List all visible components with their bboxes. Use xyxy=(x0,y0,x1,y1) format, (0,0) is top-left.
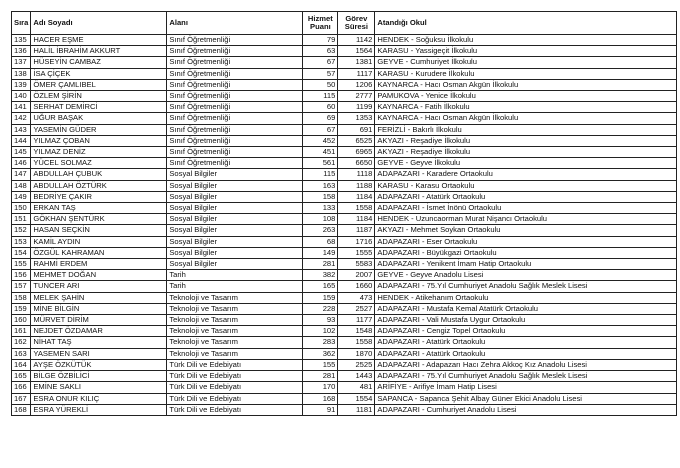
table-row xyxy=(12,35,677,46)
cell-alan: Sınıf Öğretmenliği xyxy=(167,68,303,79)
cell-alan: Teknoloji ve Tasarım xyxy=(167,337,303,348)
cell-hizmet-puani: 79 xyxy=(303,35,338,46)
cell-alan: Teknoloji ve Tasarım xyxy=(167,303,303,314)
cell-alan: Teknoloji ve Tasarım xyxy=(167,348,303,359)
table-row xyxy=(12,303,677,314)
cell-atandigi-okul: ADAPAZARI - Büyükgazi Ortaokulu xyxy=(375,247,677,258)
cell-hizmet-puani: 50 xyxy=(303,79,338,90)
cell-hizmet-puani: 283 xyxy=(303,337,338,348)
cell-ad-soyad: ÖMER ÇAMLIBEL xyxy=(31,79,167,90)
cell-atandigi-okul: PAMUKOVA - Yenice İlkokulu xyxy=(375,91,677,102)
cell-ad-soyad: HACER EŞME xyxy=(31,35,167,46)
header-atandigi-okul: Atandığı Okul xyxy=(375,12,677,35)
table-row xyxy=(12,124,677,135)
cell-alan: Teknoloji ve Tasarım xyxy=(167,326,303,337)
cell-hizmet-puani: 67 xyxy=(303,124,338,135)
cell-ad-soyad: ÖZLEM ŞİRİN xyxy=(31,91,167,102)
cell-atandigi-okul: ADAPAZARI - Atatürk Ortaokulu xyxy=(375,348,677,359)
table-row xyxy=(12,337,677,348)
cell-atandigi-okul: AKYAZI - Mehmet Soykan Ortaokulu xyxy=(375,225,677,236)
cell-sira: 155 xyxy=(12,259,31,270)
cell-gorev-suresi: 2525 xyxy=(338,359,375,370)
table-row xyxy=(12,326,677,337)
cell-sira: 164 xyxy=(12,359,31,370)
cell-sira: 168 xyxy=(12,404,31,415)
cell-atandigi-okul: KAYNARCA - Fatih İlkokulu xyxy=(375,102,677,113)
cell-alan: Sınıf Öğretmenliği xyxy=(167,46,303,57)
table-row xyxy=(12,102,677,113)
cell-gorev-suresi: 1181 xyxy=(338,404,375,415)
cell-ad-soyad: AYŞE ÖZKÜTÜK xyxy=(31,359,167,370)
cell-gorev-suresi: 1117 xyxy=(338,68,375,79)
cell-atandigi-okul: ADAPAZARI - 75.Yıl Cumhuriyet Anadolu Sağlık Meslek Lisesi xyxy=(375,371,677,382)
cell-alan: Sınıf Öğretmenliği xyxy=(167,124,303,135)
cell-hizmet-puani: 362 xyxy=(303,348,338,359)
header-alan: Alanı xyxy=(167,12,303,35)
cell-atandigi-okul: HENDEK - Uzuncaorman Murat Nişancı Ortaokulu xyxy=(375,214,677,225)
cell-gorev-suresi: 481 xyxy=(338,382,375,393)
cell-ad-soyad: ESRA YÜREKLİ xyxy=(31,404,167,415)
cell-ad-soyad: YILMAZ ÇOBAN xyxy=(31,135,167,146)
cell-alan: Teknoloji ve Tasarım xyxy=(167,315,303,326)
cell-atandigi-okul: ADAPAZARI - Cengiz Topel Ortaokulu xyxy=(375,326,677,337)
cell-sira: 161 xyxy=(12,326,31,337)
cell-hizmet-puani: 63 xyxy=(303,46,338,57)
cell-alan: Tarih xyxy=(167,281,303,292)
cell-ad-soyad: ABDULLAH ÖZTÜRK xyxy=(31,180,167,191)
cell-gorev-suresi: 1184 xyxy=(338,191,375,202)
cell-atandigi-okul: FERİZLİ - Bakırlı İlkokulu xyxy=(375,124,677,135)
cell-ad-soyad: MİNE BİLGİN xyxy=(31,303,167,314)
cell-alan: Sosyal Bilgiler xyxy=(167,259,303,270)
cell-hizmet-puani: 281 xyxy=(303,259,338,270)
cell-sira: 163 xyxy=(12,348,31,359)
cell-alan: Sınıf Öğretmenliği xyxy=(167,79,303,90)
table-row xyxy=(12,259,677,270)
cell-gorev-suresi: 1554 xyxy=(338,393,375,404)
cell-hizmet-puani: 155 xyxy=(303,359,338,370)
table-row xyxy=(12,113,677,124)
cell-sira: 140 xyxy=(12,91,31,102)
header-hizmet-puani-line2: Puanı xyxy=(310,22,331,31)
cell-ad-soyad: İSA ÇİÇEK xyxy=(31,68,167,79)
cell-gorev-suresi: 1206 xyxy=(338,79,375,90)
cell-gorev-suresi: 1716 xyxy=(338,236,375,247)
cell-alan: Sınıf Öğretmenliği xyxy=(167,35,303,46)
cell-hizmet-puani: 158 xyxy=(303,191,338,202)
cell-sira: 162 xyxy=(12,337,31,348)
table-row xyxy=(12,236,677,247)
cell-sira: 143 xyxy=(12,124,31,135)
cell-sira: 142 xyxy=(12,113,31,124)
cell-hizmet-puani: 57 xyxy=(303,68,338,79)
cell-gorev-suresi: 1548 xyxy=(338,326,375,337)
cell-ad-soyad: YÜCEL SOLMAZ xyxy=(31,158,167,169)
cell-sira: 153 xyxy=(12,236,31,247)
cell-atandigi-okul: AKYAZI - Reşadiye İlkokulu xyxy=(375,147,677,158)
cell-hizmet-puani: 163 xyxy=(303,180,338,191)
table-row xyxy=(12,147,677,158)
cell-atandigi-okul: GEYVE - Geyve İlkokulu xyxy=(375,158,677,169)
cell-alan: Sınıf Öğretmenliği xyxy=(167,57,303,68)
cell-ad-soyad: BEDRİYE ÇAKIR xyxy=(31,191,167,202)
header-hizmet-puani xyxy=(303,12,338,35)
cell-alan: Sosyal Bilgiler xyxy=(167,247,303,258)
cell-hizmet-puani: 102 xyxy=(303,326,338,337)
cell-hizmet-puani: 452 xyxy=(303,135,338,146)
cell-hizmet-puani: 93 xyxy=(303,315,338,326)
cell-sira: 159 xyxy=(12,303,31,314)
cell-alan: Türk Dili ve Edebiyatı xyxy=(167,382,303,393)
cell-sira: 158 xyxy=(12,292,31,303)
cell-gorev-suresi: 1558 xyxy=(338,203,375,214)
table-row xyxy=(12,180,677,191)
cell-ad-soyad: KAMİL AYDIN xyxy=(31,236,167,247)
cell-alan: Sınıf Öğretmenliği xyxy=(167,158,303,169)
cell-ad-soyad: YASEMEN SARI xyxy=(31,348,167,359)
cell-ad-soyad: HALİL İBRAHİM AKKURT xyxy=(31,46,167,57)
cell-alan: Sosyal Bilgiler xyxy=(167,191,303,202)
cell-atandigi-okul: ADAPAZARI - Cumhuriyet Anadolu Lisesi xyxy=(375,404,677,415)
cell-hizmet-puani: 159 xyxy=(303,292,338,303)
cell-gorev-suresi: 1188 xyxy=(338,180,375,191)
cell-hizmet-puani: 91 xyxy=(303,404,338,415)
table-row xyxy=(12,46,677,57)
cell-sira: 150 xyxy=(12,203,31,214)
cell-ad-soyad: BİLGE ÖZBİLİCİ xyxy=(31,371,167,382)
cell-ad-soyad: HASAN SEÇKİN xyxy=(31,225,167,236)
cell-ad-soyad: UĞUR BAŞAK xyxy=(31,113,167,124)
cell-gorev-suresi: 6525 xyxy=(338,135,375,146)
cell-hizmet-puani: 165 xyxy=(303,281,338,292)
table-row xyxy=(12,315,677,326)
cell-ad-soyad: NİHAT TAŞ xyxy=(31,337,167,348)
header-ad-soyad: Adı Soyadı xyxy=(31,12,167,35)
cell-hizmet-puani: 60 xyxy=(303,102,338,113)
cell-hizmet-puani: 451 xyxy=(303,147,338,158)
cell-ad-soyad: SERHAT DEMİRCİ xyxy=(31,102,167,113)
table-row xyxy=(12,158,677,169)
cell-gorev-suresi: 1353 xyxy=(338,113,375,124)
cell-ad-soyad: ABDULLAH ÇUBUK xyxy=(31,169,167,180)
cell-ad-soyad: MÜRVET DİRİM xyxy=(31,315,167,326)
table-row xyxy=(12,203,677,214)
cell-sira: 165 xyxy=(12,371,31,382)
cell-atandigi-okul: GEYVE - Cumhuriyet İlkokulu xyxy=(375,57,677,68)
table-row xyxy=(12,348,677,359)
cell-alan: Türk Dili ve Edebiyatı xyxy=(167,371,303,382)
cell-gorev-suresi: 1443 xyxy=(338,371,375,382)
cell-sira: 156 xyxy=(12,270,31,281)
table-row xyxy=(12,281,677,292)
header-gorev-suresi-line1: Görev xyxy=(345,13,368,23)
cell-hizmet-puani: 67 xyxy=(303,57,338,68)
table-row xyxy=(12,191,677,202)
table-row xyxy=(12,359,677,370)
cell-atandigi-okul: ADAPAZARI - Yenikent İmam Hatip Ortaokulu xyxy=(375,259,677,270)
cell-ad-soyad: TUNCER ARI xyxy=(31,281,167,292)
cell-atandigi-okul: ADAPAZARI - İsmet İnönü Ortaokulu xyxy=(375,203,677,214)
cell-alan: Türk Dili ve Edebiyatı xyxy=(167,404,303,415)
cell-atandigi-okul: KAYNARCA - Hacı Osman Akgün İlkokulu xyxy=(375,113,677,124)
cell-alan: Teknoloji ve Tasarım xyxy=(167,292,303,303)
cell-ad-soyad: ERKAN TAŞ xyxy=(31,203,167,214)
cell-atandigi-okul: ADAPAZARI - Atatürk Ortaokulu xyxy=(375,191,677,202)
cell-alan: Sosyal Bilgiler xyxy=(167,203,303,214)
cell-sira: 166 xyxy=(12,382,31,393)
cell-atandigi-okul: SAPANCA - Sapanca Şehit Albay Güner Ekici Anadolu Lisesi xyxy=(375,393,677,404)
table-row xyxy=(12,57,677,68)
cell-alan: Sınıf Öğretmenliği xyxy=(167,113,303,124)
cell-sira: 135 xyxy=(12,35,31,46)
cell-gorev-suresi: 2777 xyxy=(338,91,375,102)
table-row xyxy=(12,214,677,225)
cell-atandigi-okul: ARİFİYE - Arifiye İmam Hatip Lisesi xyxy=(375,382,677,393)
cell-sira: 136 xyxy=(12,46,31,57)
table-row xyxy=(12,404,677,415)
cell-atandigi-okul: HENDEK - Atikehanım Ortaokulu xyxy=(375,292,677,303)
cell-gorev-suresi: 5583 xyxy=(338,259,375,270)
cell-sira: 149 xyxy=(12,191,31,202)
table-row xyxy=(12,393,677,404)
cell-sira: 151 xyxy=(12,214,31,225)
cell-ad-soyad: EMİNE SAKLI xyxy=(31,382,167,393)
table-row xyxy=(12,247,677,258)
cell-alan: Sınıf Öğretmenliği xyxy=(167,91,303,102)
cell-alan: Sosyal Bilgiler xyxy=(167,214,303,225)
cell-hizmet-puani: 68 xyxy=(303,236,338,247)
cell-alan: Türk Dili ve Edebiyatı xyxy=(167,359,303,370)
cell-sira: 144 xyxy=(12,135,31,146)
cell-ad-soyad: ÖZGÜL KAHRAMAN xyxy=(31,247,167,258)
cell-atandigi-okul: KAYNARCA - Hacı Osman Akgün İlkokulu xyxy=(375,79,677,90)
cell-gorev-suresi: 1118 xyxy=(338,169,375,180)
cell-sira: 157 xyxy=(12,281,31,292)
cell-sira: 148 xyxy=(12,180,31,191)
cell-atandigi-okul: ADAPAZARI - Karadere Ortaokulu xyxy=(375,169,677,180)
cell-sira: 152 xyxy=(12,225,31,236)
cell-gorev-suresi: 1555 xyxy=(338,247,375,258)
cell-gorev-suresi: 1177 xyxy=(338,315,375,326)
cell-gorev-suresi: 1381 xyxy=(338,57,375,68)
table-row xyxy=(12,135,677,146)
cell-atandigi-okul: KARASU - Karasu Ortaokulu xyxy=(375,180,677,191)
assignment-table xyxy=(11,11,677,416)
cell-hizmet-puani: 108 xyxy=(303,214,338,225)
cell-gorev-suresi: 691 xyxy=(338,124,375,135)
cell-alan: Sosyal Bilgiler xyxy=(167,236,303,247)
cell-ad-soyad: MEHMET DOĞAN xyxy=(31,270,167,281)
cell-sira: 139 xyxy=(12,79,31,90)
cell-gorev-suresi: 1660 xyxy=(338,281,375,292)
cell-alan: Sınıf Öğretmenliği xyxy=(167,102,303,113)
cell-hizmet-puani: 168 xyxy=(303,393,338,404)
cell-hizmet-puani: 115 xyxy=(303,169,338,180)
table-row xyxy=(12,68,677,79)
table-row xyxy=(12,169,677,180)
cell-alan: Sosyal Bilgiler xyxy=(167,180,303,191)
cell-sira: 146 xyxy=(12,158,31,169)
cell-sira: 160 xyxy=(12,315,31,326)
cell-gorev-suresi: 1187 xyxy=(338,225,375,236)
cell-ad-soyad: ESRA ONUR KILIÇ xyxy=(31,393,167,404)
cell-atandigi-okul: ADAPAZARI - Atatürk Ortaokulu xyxy=(375,337,677,348)
table-body xyxy=(12,35,677,416)
cell-ad-soyad: RAHMİ ERDEM xyxy=(31,259,167,270)
cell-atandigi-okul: KARASU - Kurudere İlkokulu xyxy=(375,68,677,79)
table-row xyxy=(12,225,677,236)
cell-gorev-suresi: 6965 xyxy=(338,147,375,158)
table-row xyxy=(12,91,677,102)
table-header-row xyxy=(12,12,677,35)
cell-ad-soyad: HÜSEYİN CAMBAZ xyxy=(31,57,167,68)
header-gorev-suresi-line2: Süresi xyxy=(344,22,368,31)
header-sira: Sıra xyxy=(12,12,31,35)
cell-alan: Sosyal Bilgiler xyxy=(167,225,303,236)
cell-atandigi-okul: KARASU - Yassigeçit İlkokulu xyxy=(375,46,677,57)
cell-ad-soyad: GÖKHAN ŞENTÜRK xyxy=(31,214,167,225)
table-row xyxy=(12,382,677,393)
cell-gorev-suresi: 2007 xyxy=(338,270,375,281)
cell-atandigi-okul: GEYVE - Geyve Anadolu Lisesi xyxy=(375,270,677,281)
cell-atandigi-okul: AKYAZI - Reşadiye İlkokulu xyxy=(375,135,677,146)
header-gorev-suresi xyxy=(338,12,375,35)
cell-sira: 145 xyxy=(12,147,31,158)
cell-ad-soyad: NEJDET ÖZDAMAR xyxy=(31,326,167,337)
assignment-table-container xyxy=(11,11,677,416)
cell-alan: Sosyal Bilgiler xyxy=(167,169,303,180)
cell-alan: Sınıf Öğretmenliği xyxy=(167,135,303,146)
table-row xyxy=(12,371,677,382)
cell-hizmet-puani: 561 xyxy=(303,158,338,169)
cell-sira: 147 xyxy=(12,169,31,180)
cell-gorev-suresi: 473 xyxy=(338,292,375,303)
cell-gorev-suresi: 1564 xyxy=(338,46,375,57)
cell-hizmet-puani: 281 xyxy=(303,371,338,382)
cell-sira: 137 xyxy=(12,57,31,68)
cell-hizmet-puani: 69 xyxy=(303,113,338,124)
cell-hizmet-puani: 228 xyxy=(303,303,338,314)
table-row xyxy=(12,79,677,90)
cell-gorev-suresi: 1142 xyxy=(338,35,375,46)
cell-hizmet-puani: 382 xyxy=(303,270,338,281)
cell-alan: Sınıf Öğretmenliği xyxy=(167,147,303,158)
cell-gorev-suresi: 2527 xyxy=(338,303,375,314)
cell-alan: Türk Dili ve Edebiyatı xyxy=(167,393,303,404)
cell-gorev-suresi: 1199 xyxy=(338,102,375,113)
cell-gorev-suresi: 1558 xyxy=(338,337,375,348)
cell-atandigi-okul: ADAPAZARI - Adapazarı Hacı Zehra Akkoç Kız Anadolu Lisesi xyxy=(375,359,677,370)
cell-hizmet-puani: 170 xyxy=(303,382,338,393)
cell-atandigi-okul: ADAPAZARI - 75.Yıl Cumhuriyet Anadolu Sağlık Meslek Lisesi xyxy=(375,281,677,292)
cell-sira: 141 xyxy=(12,102,31,113)
cell-alan: Tarih xyxy=(167,270,303,281)
cell-atandigi-okul: ADAPAZARI - Vali Mustafa Uygur Ortaokulu xyxy=(375,315,677,326)
table-row xyxy=(12,292,677,303)
cell-sira: 167 xyxy=(12,393,31,404)
cell-hizmet-puani: 115 xyxy=(303,91,338,102)
cell-gorev-suresi: 6650 xyxy=(338,158,375,169)
cell-hizmet-puani: 133 xyxy=(303,203,338,214)
cell-gorev-suresi: 1870 xyxy=(338,348,375,359)
cell-sira: 138 xyxy=(12,68,31,79)
cell-ad-soyad: YASEMİN GÜDER xyxy=(31,124,167,135)
cell-gorev-suresi: 1184 xyxy=(338,214,375,225)
cell-hizmet-puani: 149 xyxy=(303,247,338,258)
cell-sira: 154 xyxy=(12,247,31,258)
cell-atandigi-okul: HENDEK - Soğuksu İlkokulu xyxy=(375,35,677,46)
cell-atandigi-okul: ADAPAZARI - Eser Ortaokulu xyxy=(375,236,677,247)
header-hizmet-puani-line1: Hizmet xyxy=(307,13,333,23)
table-row xyxy=(12,270,677,281)
cell-hizmet-puani: 263 xyxy=(303,225,338,236)
cell-atandigi-okul: ADAPAZARI - Mustafa Kemal Atatürk Ortaokulu xyxy=(375,303,677,314)
cell-ad-soyad: MELEK ŞAHİN xyxy=(31,292,167,303)
cell-ad-soyad: YILMAZ DENİZ xyxy=(31,147,167,158)
